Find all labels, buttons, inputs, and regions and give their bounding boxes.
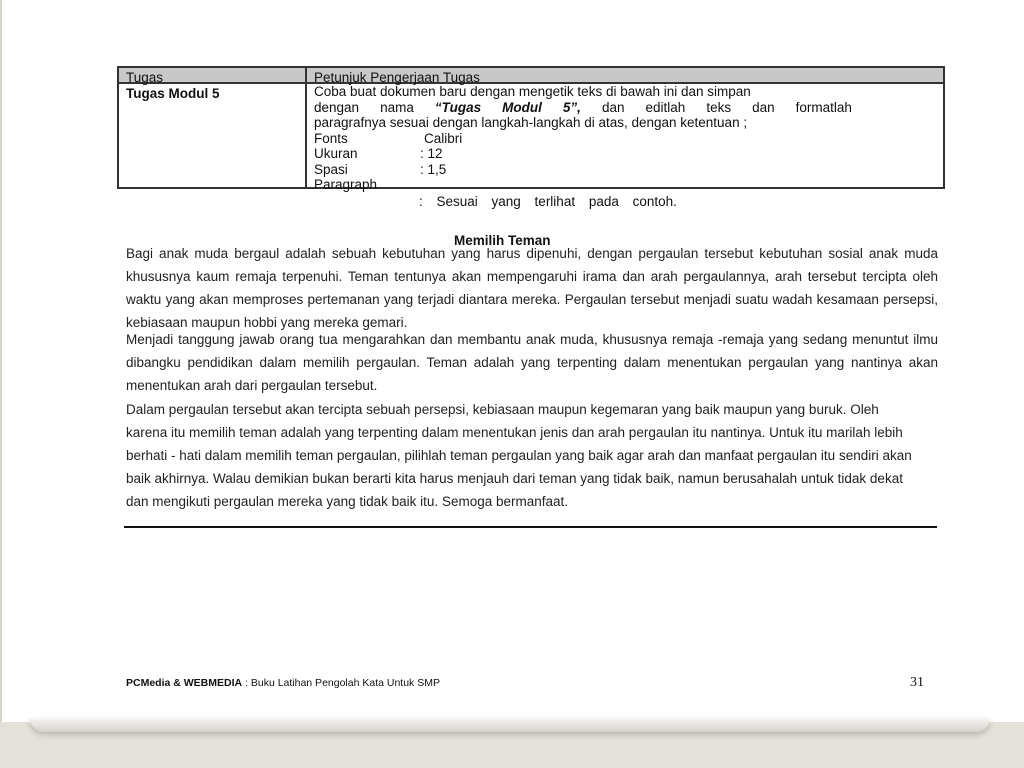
format-value: : 1,5: [420, 161, 447, 177]
footer-credit: [126, 677, 440, 689]
instruction-line-1: Coba buat dokumen baru dengan mengetik teks di bawah ini dan simpan: [314, 84, 751, 99]
format-paragraph: [314, 177, 854, 193]
header-petunjuk: Petunjuk Pengerjaan Tugas: [314, 70, 480, 85]
instruction-line-3: paragrafnya sesuai dengan langkah-langkah di atas, dengan ketentuan ;: [314, 115, 748, 130]
word: formatlah: [795, 99, 852, 115]
word: Modul: [502, 99, 542, 115]
header-tugas: Tugas: [126, 70, 164, 85]
format-ukuran: [314, 146, 854, 162]
format-value: Calibri: [424, 130, 463, 146]
footer-subtitle: : Buku Latihan Pengolah Kata Untuk SMP: [242, 677, 440, 689]
row-label: Tugas Modul 5: [126, 86, 220, 101]
paragraph-format-value: : Sesuai yang terlihat pada contoh.: [419, 194, 677, 209]
footer-brand: PCMedia & WEBMEDIA: [126, 677, 243, 689]
horizontal-rule: [124, 526, 937, 528]
page-number: 31: [910, 675, 924, 690]
format-spasi: [314, 162, 854, 178]
word: “Tugas: [434, 99, 482, 115]
page-shadow: [30, 718, 990, 732]
article-title: Memilih Teman: [454, 233, 551, 248]
article-paragraph-2: Menjadi tanggung jawab orang tua mengarahkan dan membantu anak muda, khususnya remaja -remaja yang sedang menuntut ilmu dibangku pendidikan dalam memilih pergaulan. Teman adalah yang terpenting dalam menentukan pergaulan yang nantinya akan menentukan arah dari pergaulan tersebut.: [126, 332, 938, 393]
word: editlah: [645, 99, 686, 115]
table-header-row: [119, 68, 943, 84]
word: teks: [706, 99, 732, 115]
word: 5”,: [562, 99, 581, 115]
format-key: Ukuran: [314, 146, 358, 161]
format-key: Spasi: [314, 161, 348, 177]
word: dan: [752, 99, 775, 115]
format-value: : 12: [420, 146, 443, 161]
word: dengan: [314, 99, 360, 115]
task-table: [117, 66, 945, 192]
instruction-cell: [314, 84, 854, 193]
word: nama: [380, 99, 414, 115]
article-paragraph-3: Dalam pergaulan tersebut akan tercipta sebuah persepsi, kebiasaan maupun kegemaran yang baik maupun yang buruk. Oleh karena itu memilih teman adalah yang terpenting dalam menentukan jenis dan arah pergaulan itu nantinya. Untuk itu marilah lebih berhati - hati dalam memilih teman pergaulan, pilihlah teman pergaulan yang baik agar arah dan manfaat pergaulan itu sendiri akan baik akhirnya. Walau demikian bukan berarti kita harus menjauh dari teman yang tidak baik, namun berusahalah untuk tidak dekat dan mengikuti pergaulan mereka yang tidak baik itu. Semoga bermanfaat.: [126, 402, 912, 509]
format-fonts: [314, 131, 854, 147]
word: dan: [601, 99, 625, 115]
instruction-line-2: [314, 100, 852, 116]
column-divider: [305, 68, 307, 187]
article-paragraph-1: Bagi anak muda bergaul adalah sebuah kebutuhan yang harus dipenuhi, dengan pergaulan tersebut kebutuhan sosial anak muda khususnya kaum remaja terpenuhi. Teman tentunya akan mempengaruhi irama dan arah pergaulannya, arah tersebut tercipta oleh waktu yang akan memproses pertemanan yang terjadi diantara mereka. Pergaulan tersebut menjadi suatu wadah kesamaan persepsi, kebiasaan maupun hobbi yang mereka gemari.: [126, 246, 938, 330]
format-key: Fonts: [314, 130, 348, 146]
format-key: Paragraph: [314, 177, 378, 192]
